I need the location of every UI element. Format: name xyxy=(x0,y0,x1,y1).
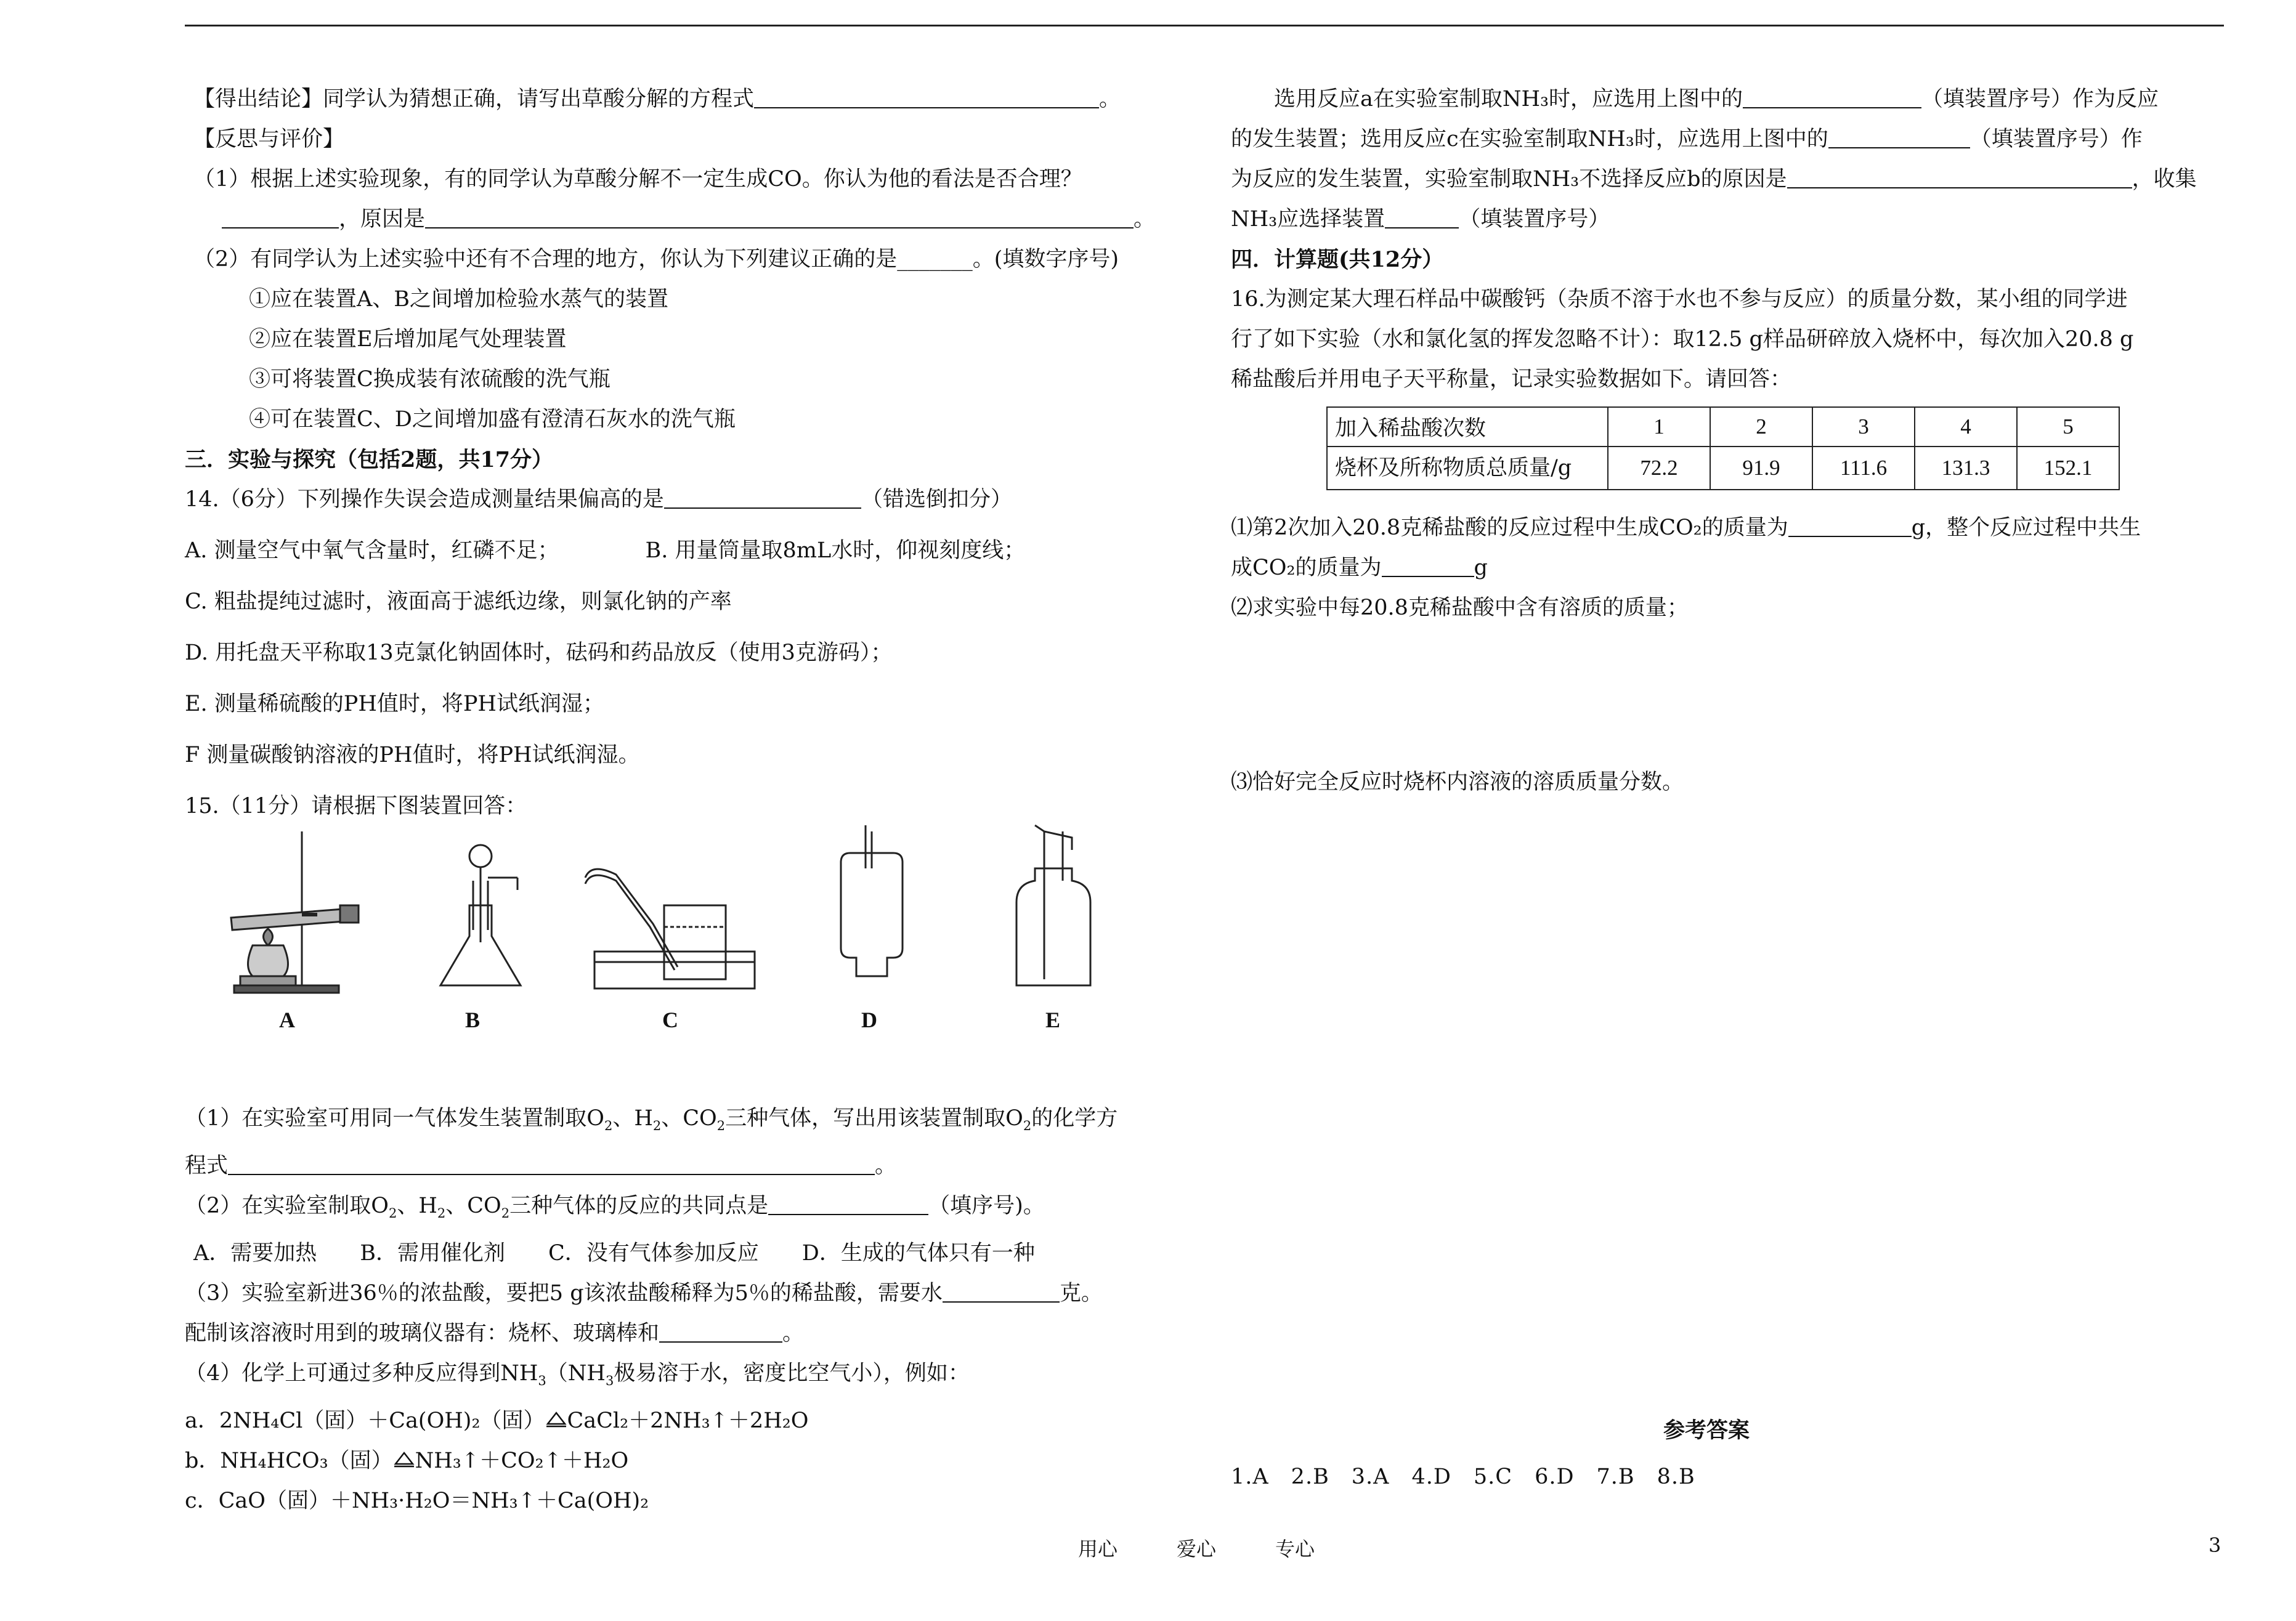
apparatus-label-a: A xyxy=(279,1008,295,1032)
answer-key-title: 参考答案 xyxy=(1663,1418,1750,1443)
nh3-line1: 选用反应a在实验室制取NH₃时，应选用上图中的 （填装置序号）作为反应 xyxy=(1231,87,2159,111)
calc-q2: ⑵求实验中每20.8克稀盐酸中含有溶质的质量； xyxy=(1231,596,1689,620)
answer-blank[interactable] xyxy=(754,86,1099,108)
option-1: ①应在装置A、B之间增加检验水蒸气的装置 xyxy=(249,287,668,312)
q14-option-c: C. 粗盐提纯过滤时，液面高于滤纸边缘，则氯化钠的产率 xyxy=(185,589,732,614)
answer-blank[interactable] xyxy=(943,1280,1060,1303)
p3-line2: 配制该溶液时用到的玻璃仪器有：烧杯、玻璃棒和 。 xyxy=(185,1321,805,1346)
table-cell: 2 xyxy=(1710,407,1812,447)
nh3-line2: 的发生装置；选用反应c在实验室制取NH₃时，应选用上图中的 （填装置序号）作 xyxy=(1231,127,2143,152)
table-cell: 72.2 xyxy=(1608,447,1710,490)
table-row-head: 加入稀盐酸次数 xyxy=(1327,407,1608,447)
table-cell: 3 xyxy=(1812,407,1915,447)
reflection-q2: （2）有同学认为上述实验中还有不合理的地方，你认为下列建议正确的是_______。(填数字序号) xyxy=(193,247,1119,272)
p3-line1: （3）实验室新进36％的浓盐酸，要把5 g该浓盐酸稀释为5％的稀盐酸，需要水 克。 xyxy=(185,1281,1103,1306)
table-cell: 5 xyxy=(2017,407,2119,447)
reflection-q1: （1）根据上述实验现象，有的同学认为草酸分解不一定生成CO。你认为他的看法是否合理？ xyxy=(193,167,1082,192)
apparatus-label-e: E xyxy=(1045,1008,1061,1032)
heat-triangle-icon xyxy=(545,1409,567,1433)
apparatus-d xyxy=(841,825,903,976)
answer-blank[interactable] xyxy=(1743,86,1921,108)
answer-blank[interactable] xyxy=(425,206,1134,228)
p1-line2: 程式 。 xyxy=(185,1154,897,1178)
answer-blank[interactable] xyxy=(659,1320,782,1343)
answer-blank[interactable] xyxy=(1385,206,1459,228)
q14-option-e: E. 测量稀硫酸的PH值时，将PH试纸润湿； xyxy=(185,692,604,716)
table-cell: 131.3 xyxy=(1915,447,2017,490)
section-3-title: 三．实验与探究（包括2题，共17分） xyxy=(185,447,554,472)
heat-triangle-icon xyxy=(393,1449,415,1473)
p2-line: （2）在实验室制取$O_2$、$H_2$、$CO_2$三种气体的反应的共同点是 （填序号)。 xyxy=(185,1194,1045,1221)
answer-blank[interactable] xyxy=(1382,555,1474,577)
answer-blank[interactable] xyxy=(1787,166,2132,188)
reflection-heading: 【反思与评价】 xyxy=(193,127,345,152)
conclusion-line: 【得出结论】同学认为猜想正确，请写出草酸分解的方程式 。 xyxy=(193,87,1121,111)
table-cell: 152.1 xyxy=(2017,447,2119,490)
q16-line2: 行了如下实验（水和氯化氢的挥发忽略不计）：取12.5 g样品研碎放入烧杯中，每次加入20.8 g xyxy=(1231,327,2134,352)
apparatus-a xyxy=(231,831,359,993)
left-column-lower xyxy=(185,1106,1195,1528)
left-column xyxy=(185,86,1195,833)
calc-q1-line2: 成CO₂的质量为 g xyxy=(1231,556,1488,580)
apparatus-e xyxy=(1016,825,1090,985)
answer-blank[interactable] xyxy=(222,206,339,228)
reaction-c: c．CaO（固）＋NH₃·H₂O＝NH₃↑＋Ca(OH)₂ xyxy=(185,1489,649,1513)
data-table xyxy=(1326,406,2120,490)
reflection-q1-answer: ，原因是 。 xyxy=(185,206,1195,233)
table-row xyxy=(1327,407,2119,447)
reaction-b: b．NH₄HCO₃（固） NH₃↑＋CO₂↑＋H₂O xyxy=(185,1449,629,1473)
answer-blank[interactable] xyxy=(228,1153,875,1175)
q14-option-f: F 测量碳酸钠溶液的PH值时，将PH试纸润湿。 xyxy=(185,743,640,767)
calc-q3: ⑶恰好完全反应时烧杯内溶液的溶质质量分数。 xyxy=(1231,770,1684,794)
q14-option-d: D. 用托盘天平称取13克氯化钠固体时，砝码和药品放反（使用3克游码）； xyxy=(185,641,893,665)
answer-blank[interactable] xyxy=(1788,515,1912,537)
p1-line1: （1）在实验室可用同一气体发生装置制取$O_2$、$H_2$、$CO_2$三种气体，写出用该装置制取$O_2$的化学方 xyxy=(185,1106,1118,1133)
apparatus-label-d: D xyxy=(861,1008,877,1032)
page-number: 3 xyxy=(2209,1534,2221,1557)
header-rule xyxy=(185,25,2224,26)
answer-blank[interactable] xyxy=(768,1193,928,1215)
apparatus-figure xyxy=(185,819,1195,1053)
footer-motto: 用心 爱心 专心 xyxy=(1078,1537,1315,1561)
option-3: ③可将装置C换成装有浓硫酸的洗气瓶 xyxy=(249,367,611,392)
answer-key: 1.A 2.B 3.A 4.D 5.C 6.D 7.B 8.B xyxy=(1231,1465,1695,1489)
q16-line3: 稀盐酸后并用电子天平称量，记录实验数据如下。请回答： xyxy=(1231,367,1792,392)
reaction-a: a．2NH₄Cl（固）＋Ca(OH)₂（固） CaCl₂＋2NH₃↑＋2H₂O xyxy=(185,1409,809,1433)
p4-line: （4）化学上可通过多种反应得到$NH_3(NH_3$极易溶于水，密度比空气小），例如： xyxy=(185,1361,970,1388)
table-row-head: 烧杯及所称物质总质量/g xyxy=(1327,447,1608,490)
apparatus-drawing xyxy=(185,819,1195,1022)
q16-line1: 16.为测定某大理石样品中碳酸钙（杂质不溶于水也不参与反应）的质量分数，某小组的同学进 xyxy=(1231,287,2128,312)
q14-stem: 14.（6分）下列操作失误会造成测量结果偏高的是 （错选倒扣分） xyxy=(185,487,1012,512)
option-4: ④可在装置C、D之间增加盛有澄清石灰水的洗气瓶 xyxy=(249,407,736,432)
calc-q1-line1: ⑴第2次加入20.8克稀盐酸的反应过程中生成CO₂的质量为 g，整个反应过程中共生 xyxy=(1231,515,2141,540)
answer-blank[interactable] xyxy=(664,487,861,509)
option-2: ②应在装置E后增加尾气处理装置 xyxy=(249,327,567,352)
table-cell: 91.9 xyxy=(1710,447,1812,490)
nh3-line3: 为反应的发生装置，实验室制取NH₃不选择反应b的原因是 ，收集 xyxy=(1231,167,2197,192)
answer-blank[interactable] xyxy=(1828,126,1970,148)
q15-stem: 15.（11分）请根据下图装置回答： xyxy=(185,794,527,819)
apparatus-b xyxy=(440,845,521,985)
table-cell: 1 xyxy=(1608,407,1710,447)
q14-options-ab: A. 测量空气中氧气含量时，红磷不足； B. 用量筒量取8mL水时，仰视刻度线； xyxy=(185,538,1026,563)
apparatus-label-c: C xyxy=(662,1008,678,1032)
apparatus-label-b: B xyxy=(465,1008,481,1032)
apparatus-c xyxy=(585,869,755,988)
table-row xyxy=(1327,447,2119,490)
right-column xyxy=(1231,86,2226,809)
table-cell: 111.6 xyxy=(1812,447,1915,490)
nh3-line4: NH₃应选择装置 （填装置序号） xyxy=(1231,207,1610,232)
table-cell: 4 xyxy=(1915,407,2017,447)
p2-options: A．需要加热 B．需用催化剂 C．没有气体参加反应 D．生成的气体只有一种 xyxy=(193,1241,1035,1266)
section-4-title: 四．计算题(共12分） xyxy=(1231,247,1444,272)
